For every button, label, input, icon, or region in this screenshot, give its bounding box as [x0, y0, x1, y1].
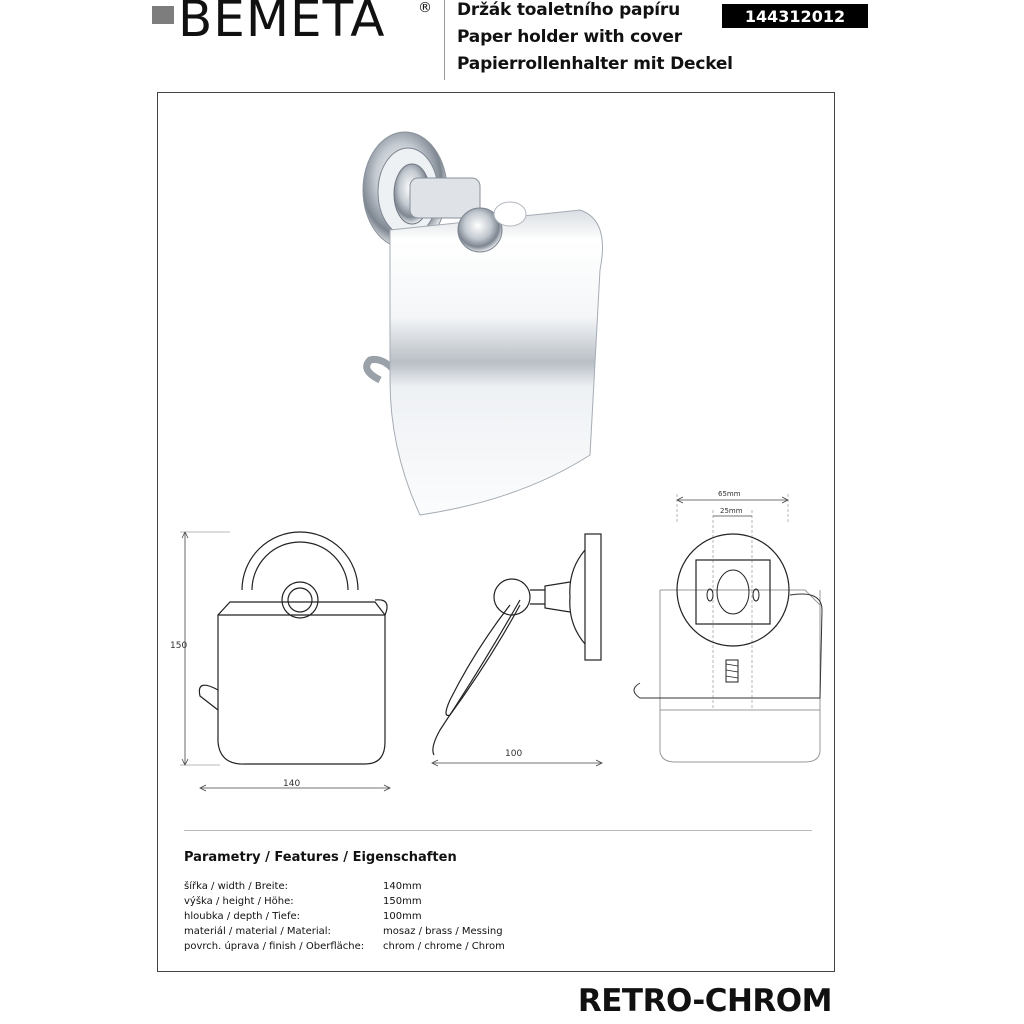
series-name: RETRO-CHROM	[577, 983, 832, 1019]
spec-label: materiál / material / Material:	[184, 926, 331, 937]
title-cz: Držák toaletního papíru	[457, 0, 680, 20]
spec-label: povrch. úprava / finish / Oberfläche:	[184, 941, 365, 952]
spec-value: chrom / chrome / Chrom	[383, 941, 505, 952]
brand-logo: BEMETA	[178, 0, 386, 48]
product-photo	[350, 120, 680, 530]
spec-value: 150mm	[383, 896, 422, 907]
logo-square	[152, 6, 174, 24]
title-de: Papierrollenhalter mit Deckel	[457, 54, 733, 74]
spec-label: výška / height / Höhe:	[184, 896, 294, 907]
spec-label: šířka / width / Breite:	[184, 881, 288, 892]
height-dimension-label: 150	[170, 641, 188, 651]
title-en: Paper holder with cover	[457, 27, 682, 47]
spec-value: mosaz / brass / Messing	[383, 926, 503, 937]
mounting-drawing	[630, 480, 830, 780]
parameters-title: Parametry / Features / Eigenschaften	[184, 850, 457, 865]
product-code: 144312012	[722, 4, 868, 28]
section-divider	[184, 830, 812, 831]
width-dimension-label: 140	[283, 779, 301, 789]
spec-value: 140mm	[383, 881, 422, 892]
side-view-drawing	[420, 520, 620, 780]
outer-spacing-label: 65mm	[718, 490, 741, 498]
depth-dimension-label: 100	[505, 749, 523, 759]
spec-label: hloubka / depth / Tiefe:	[184, 911, 300, 922]
spec-value: 100mm	[383, 911, 422, 922]
front-view-drawing	[160, 520, 400, 800]
header-divider	[444, 0, 445, 80]
registered-mark: ®	[418, 0, 432, 16]
inner-spacing-label: 25mm	[720, 507, 743, 515]
